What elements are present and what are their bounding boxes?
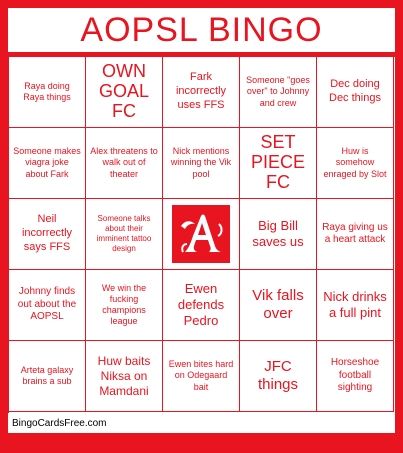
- bingo-cell-23[interactable]: Ewen bites hard on Odegaard bait: [163, 341, 240, 412]
- bingo-cell-12[interactable]: Someone talks about their imminent tattoo design: [86, 199, 163, 270]
- bingo-cell-21[interactable]: Arteta galaxy brains a sub: [9, 341, 86, 412]
- footer-bar: [8, 413, 395, 433]
- bingo-cell-5[interactable]: Dec doing Dec things: [317, 57, 394, 128]
- bingo-cell-4[interactable]: Someone "goes over" to Johnny and crew: [240, 57, 317, 128]
- bingo-cell-3[interactable]: Fark incorrectly uses FFS: [163, 57, 240, 128]
- bingo-cell-19[interactable]: Vik falls over: [240, 270, 317, 341]
- bingo-cell-15[interactable]: Raya giving us a heart attack: [317, 199, 394, 270]
- bingo-cell-18[interactable]: Ewen defends Pedro: [163, 270, 240, 341]
- arsenal-cannon-a-logo-icon: [172, 205, 230, 263]
- bingo-cell-8[interactable]: Nick mentions winning the Vik pool: [163, 128, 240, 199]
- bingo-cell-17[interactable]: We win the fucking champions league: [86, 270, 163, 341]
- bingo-cell-7[interactable]: Alex threatens to walk out of theater: [86, 128, 163, 199]
- bingo-cell-22[interactable]: Huw baits Niksa on Mamdani: [86, 341, 163, 412]
- bingo-grid: [8, 56, 395, 413]
- page-title: AOPSL BINGO: [80, 11, 323, 49]
- bingo-cell-25[interactable]: Horseshoe football sighting: [317, 341, 394, 412]
- footer-credit: BingoCardsFree.com: [12, 417, 107, 429]
- bingo-cell-10[interactable]: Huw is somehow enraged by Slot: [317, 128, 394, 199]
- bingo-cell-9[interactable]: SET PIECE FC: [240, 128, 317, 199]
- bingo-cell-1[interactable]: Raya doing Raya things: [9, 57, 86, 128]
- bingo-cell-24[interactable]: JFC things: [240, 341, 317, 412]
- bingo-cell-16[interactable]: Johnny finds out about the AOPSL: [9, 270, 86, 341]
- bingo-cell-2[interactable]: OWN GOAL FC: [86, 57, 163, 128]
- free-space-cell[interactable]: [163, 199, 240, 270]
- bingo-cell-11[interactable]: Neil incorrectly says FFS: [9, 199, 86, 270]
- bingo-cell-20[interactable]: Nick drinks a full pint: [317, 270, 394, 341]
- free-space-logo-svg: [175, 208, 227, 260]
- bingo-cell-6[interactable]: Someone makes viagra joke about Fark: [9, 128, 86, 199]
- title-banner: [8, 8, 395, 52]
- bingo-cell-14[interactable]: Big Bill saves us: [240, 199, 317, 270]
